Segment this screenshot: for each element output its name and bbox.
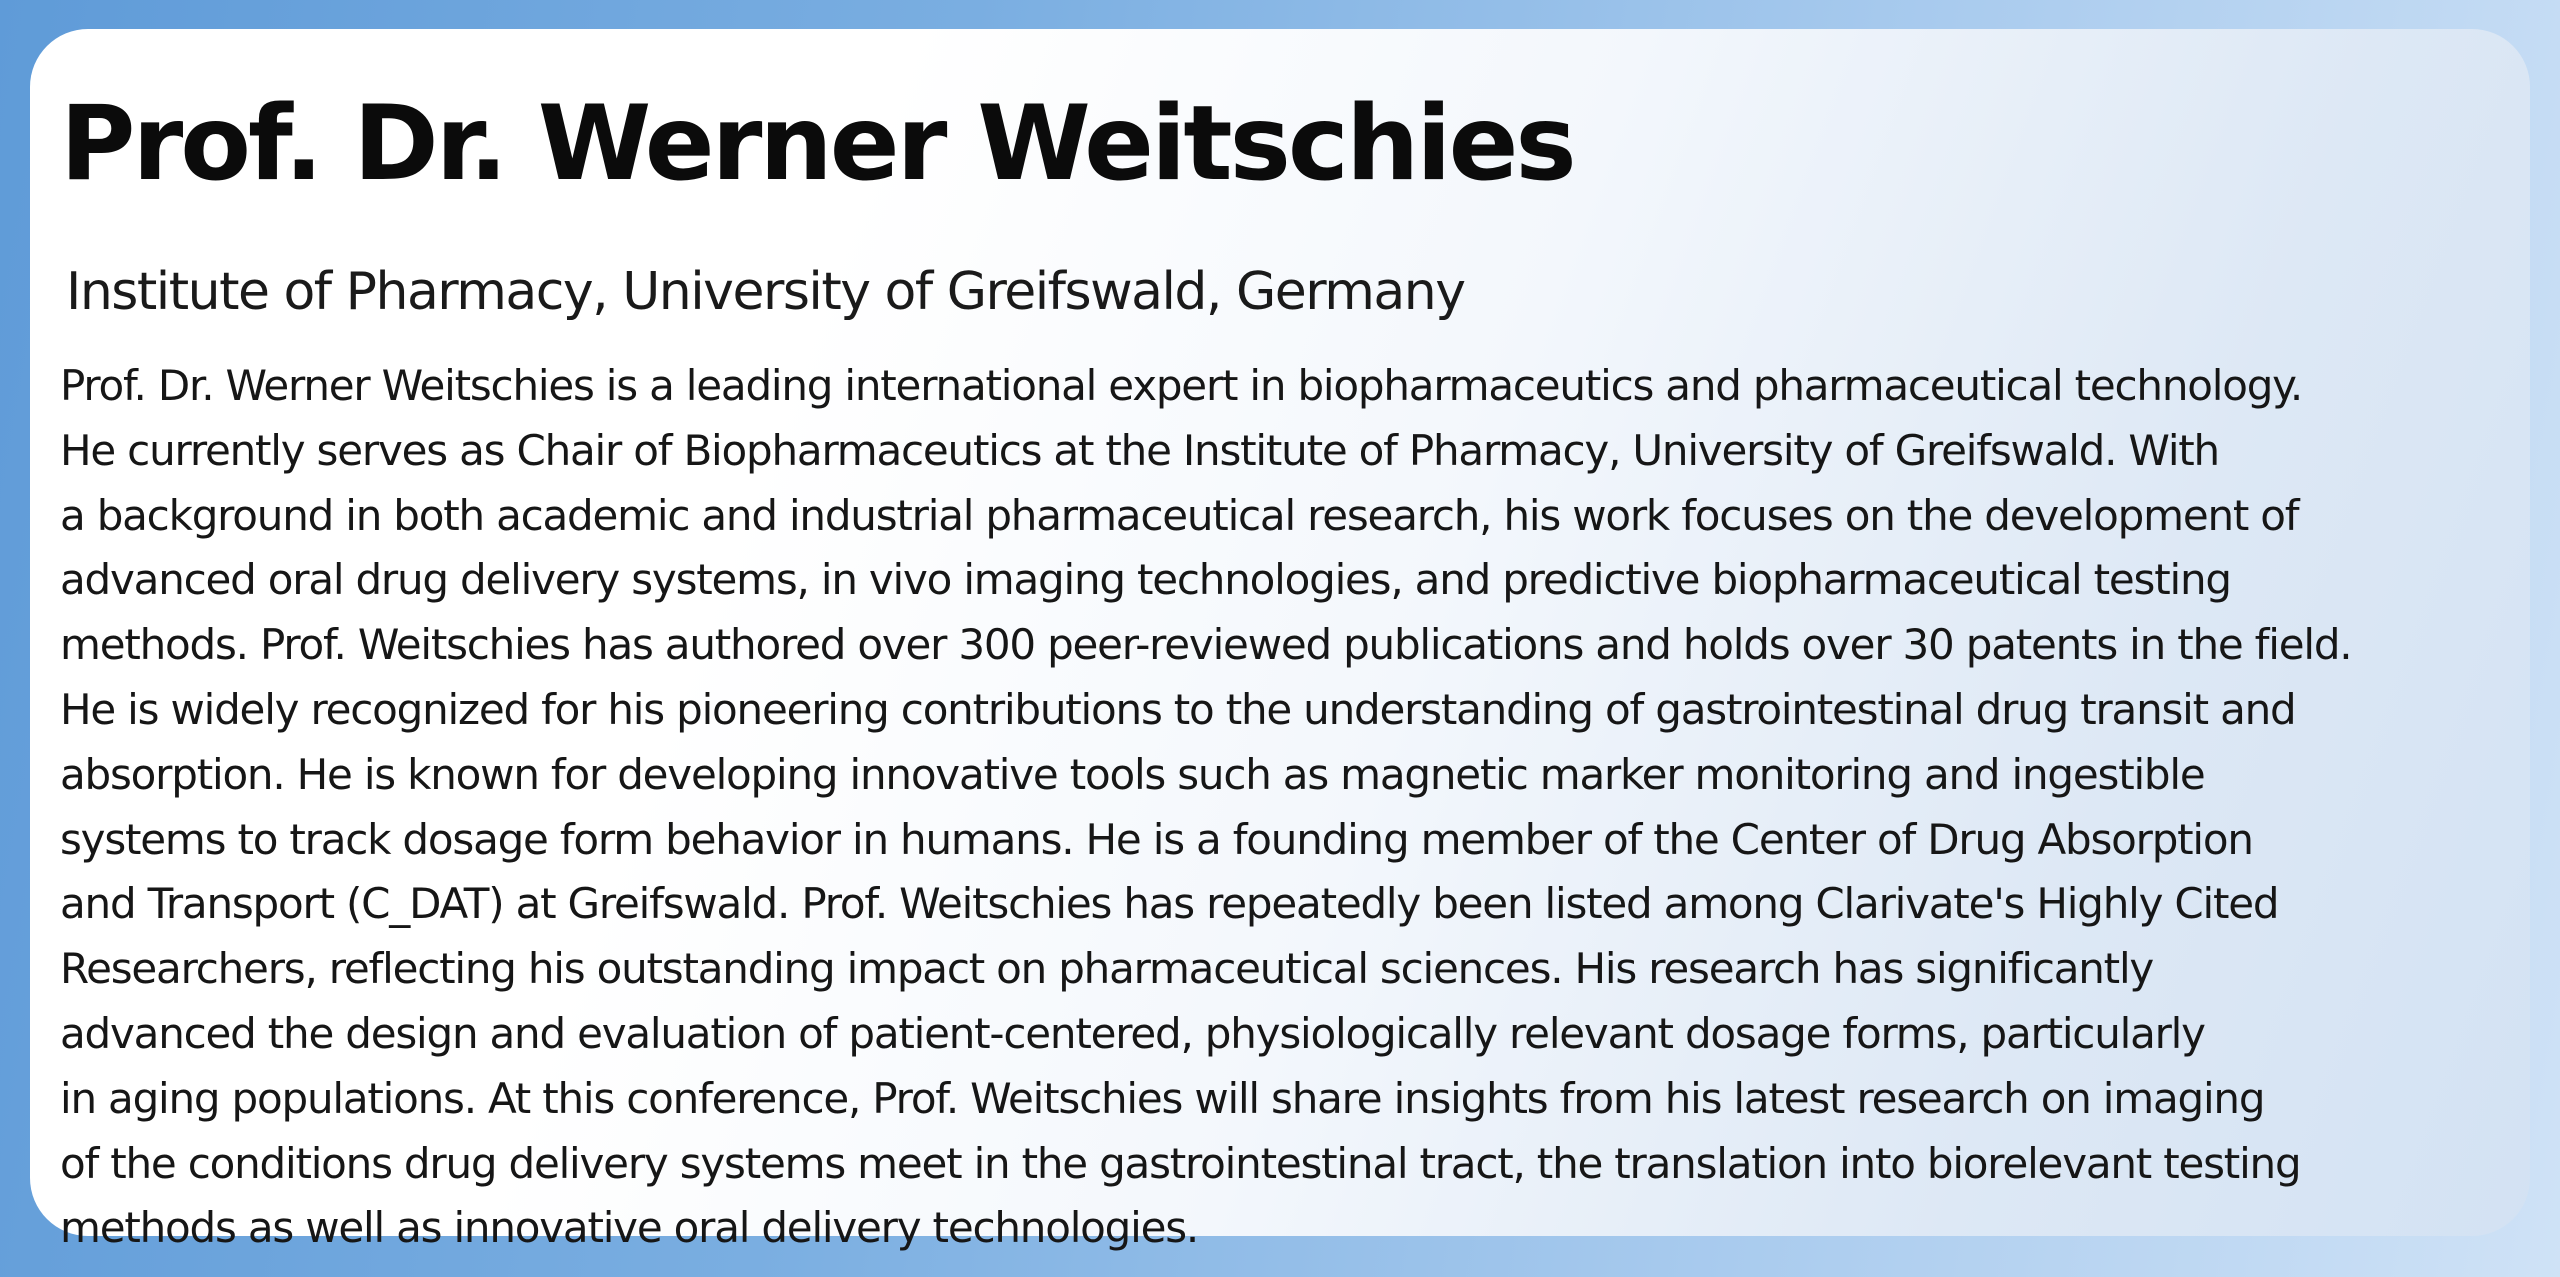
speaker-affiliation: Institute of Pharmacy, University of Greifswald, Germany — [66, 262, 1465, 322]
bio-line: a background in both academic and industrial pharmaceutical research, his work focuses on the development of — [60, 490, 2299, 540]
speaker-name: Prof. Dr. Werner Weitschies — [60, 84, 1574, 204]
bio-line: He currently serves as Chair of Biopharmaceutics at the Institute of Pharmacy, University of Greifswald. With — [60, 425, 2219, 475]
bio-line: methods as well as innovative oral delivery technologies. — [60, 1203, 1199, 1253]
bio-line: Prof. Dr. Werner Weitschies is a leading international expert in biopharmaceutics and pharmaceutical technology. — [60, 361, 2302, 410]
bio-line: advanced the design and evaluation of patient-centered, physiologically relevant dosage forms, particularly — [60, 1008, 2205, 1058]
bio-line: and Transport (C_DAT) at Greifswald. Prof. Weitschies has repeatedly been listed among Clarivate's Highly Cited — [60, 879, 2279, 929]
bio-line: in aging populations. At this conference, Prof. Weitschies will share insights from his latest research on imaging — [60, 1073, 2265, 1123]
bio-line: systems to track dosage form behavior in humans. He is a founding member of the Center of Drug Absorption — [60, 814, 2253, 864]
bio-line: absorption. He is known for developing innovative tools such as magnetic marker monitoring and ingestible — [60, 749, 2205, 799]
speaker-bio — [60, 354, 2530, 1261]
bio-line: methods. Prof. Weitschies has authored over 300 peer-reviewed publications and holds over 30 patents in the field. — [60, 620, 2352, 670]
speaker-card — [30, 29, 2530, 1253]
bio-line: He is widely recognized for his pioneering contributions to the understanding of gastrointestinal drug transit and — [60, 684, 2296, 734]
bio-line: advanced oral drug delivery systems, in vivo imaging technologies, and predictive biopharmaceutical testing — [60, 555, 2231, 605]
bio-line: Researchers, reflecting his outstanding impact on pharmaceutical sciences. His research has significantly — [60, 944, 2154, 994]
bio-line: of the conditions drug delivery systems meet in the gastrointestinal tract, the translation into biorelevant testing — [60, 1138, 2301, 1188]
